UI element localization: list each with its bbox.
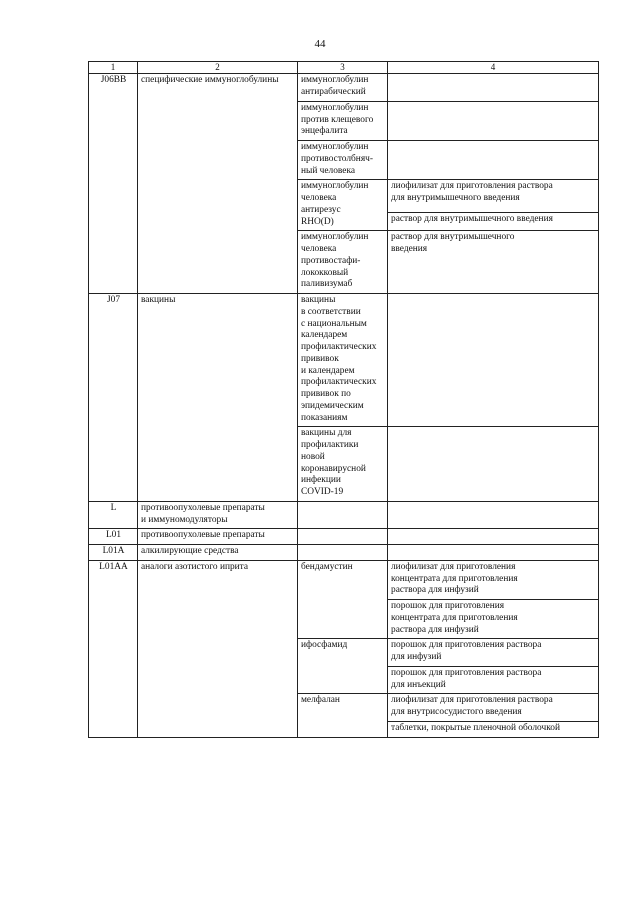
column-number: 1 [89, 62, 138, 74]
drug-name-cell: мелфалан [298, 694, 388, 737]
anatomical-group-cell: аналоги азотистого иприта [138, 560, 298, 737]
column-number: 3 [298, 62, 388, 74]
dosage-form-cell [388, 74, 599, 102]
table-row [89, 294, 599, 427]
atc-code-cell: L01 [89, 529, 138, 545]
drug-name-cell [298, 545, 388, 561]
dosage-form-cell [388, 501, 599, 529]
table-row [89, 501, 599, 529]
table-row [89, 545, 599, 561]
atc-code-cell: L [89, 501, 138, 529]
drug-name-cell: вакцины для профилактики новой коронавирусной инфекции COVID-19 [298, 427, 388, 502]
drug-name-cell [298, 529, 388, 545]
dosage-form-cell: раствор для внутримышечного введения [388, 231, 599, 294]
dosage-form-cell: таблетки, покрытые пленочной оболочкой [388, 721, 599, 737]
dosage-form-cell [388, 141, 599, 180]
column-number: 2 [138, 62, 298, 74]
drug-table [88, 61, 599, 738]
anatomical-group-cell: алкилирующие средства [138, 545, 298, 561]
drug-name-cell: иммуноглобулин человека противостафи- лококковый паливизумаб [298, 231, 388, 294]
anatomical-group-cell: специфические иммуноглобулины [138, 74, 298, 294]
atc-code-cell: J06BB [89, 74, 138, 294]
dosage-form-cell [388, 294, 599, 427]
drug-name-cell: бендамустин [298, 560, 388, 639]
dosage-form-cell: порошок для приготовления раствора для инъекций [388, 666, 599, 694]
table-row [89, 560, 599, 599]
column-number: 4 [388, 62, 599, 74]
dosage-form-cell: лиофилизат для приготовления раствора для внутримышечного введения [388, 180, 599, 212]
drug-name-cell: иммуноглобулин человека антирезус RHO(D) [298, 180, 388, 231]
dosage-form-cell [388, 101, 599, 140]
anatomical-group-cell: противоопухолевые препараты [138, 529, 298, 545]
column-number-row [89, 62, 599, 74]
anatomical-group-cell: вакцины [138, 294, 298, 502]
table-body [89, 74, 599, 737]
atc-code-cell: L01A [89, 545, 138, 561]
dosage-form-cell [388, 427, 599, 502]
dosage-form-cell: порошок для приготовления концентрата для приготовления раствора для инфузий [388, 600, 599, 639]
drug-name-cell: ифосфамид [298, 639, 388, 694]
dosage-form-cell [388, 545, 599, 561]
page-number: 44 [314, 38, 326, 50]
dosage-form-cell: лиофилизат для приготовления концентрата для приготовления раствора для инфузий [388, 560, 599, 599]
table-row [89, 74, 599, 102]
anatomical-group-cell: противоопухолевые препараты и иммуномодуляторы [138, 501, 298, 529]
drug-name-cell: иммуноглобулин против клещевого энцефалита [298, 101, 388, 140]
dosage-form-cell: порошок для приготовления раствора для инфузий [388, 639, 599, 667]
dosage-form-cell [388, 529, 599, 545]
atc-code-cell: J07 [89, 294, 138, 502]
drug-name-cell [298, 501, 388, 529]
drug-name-cell: иммуноглобулин антирабический [298, 74, 388, 102]
dosage-form-cell: лиофилизат для приготовления раствора для внутрисосудистого введения [388, 694, 599, 722]
drug-name-cell: иммуноглобулин противостолбняч- ный человека [298, 141, 388, 180]
table-row [89, 529, 599, 545]
dosage-form-cell: раствор для внутримышечного введения [388, 212, 599, 231]
atc-code-cell: L01AA [89, 560, 138, 737]
drug-name-cell: вакцины в соответствии с национальным календарем профилактических прививок и календарем профилактических прививок по эпидемическим показаниям [298, 294, 388, 427]
